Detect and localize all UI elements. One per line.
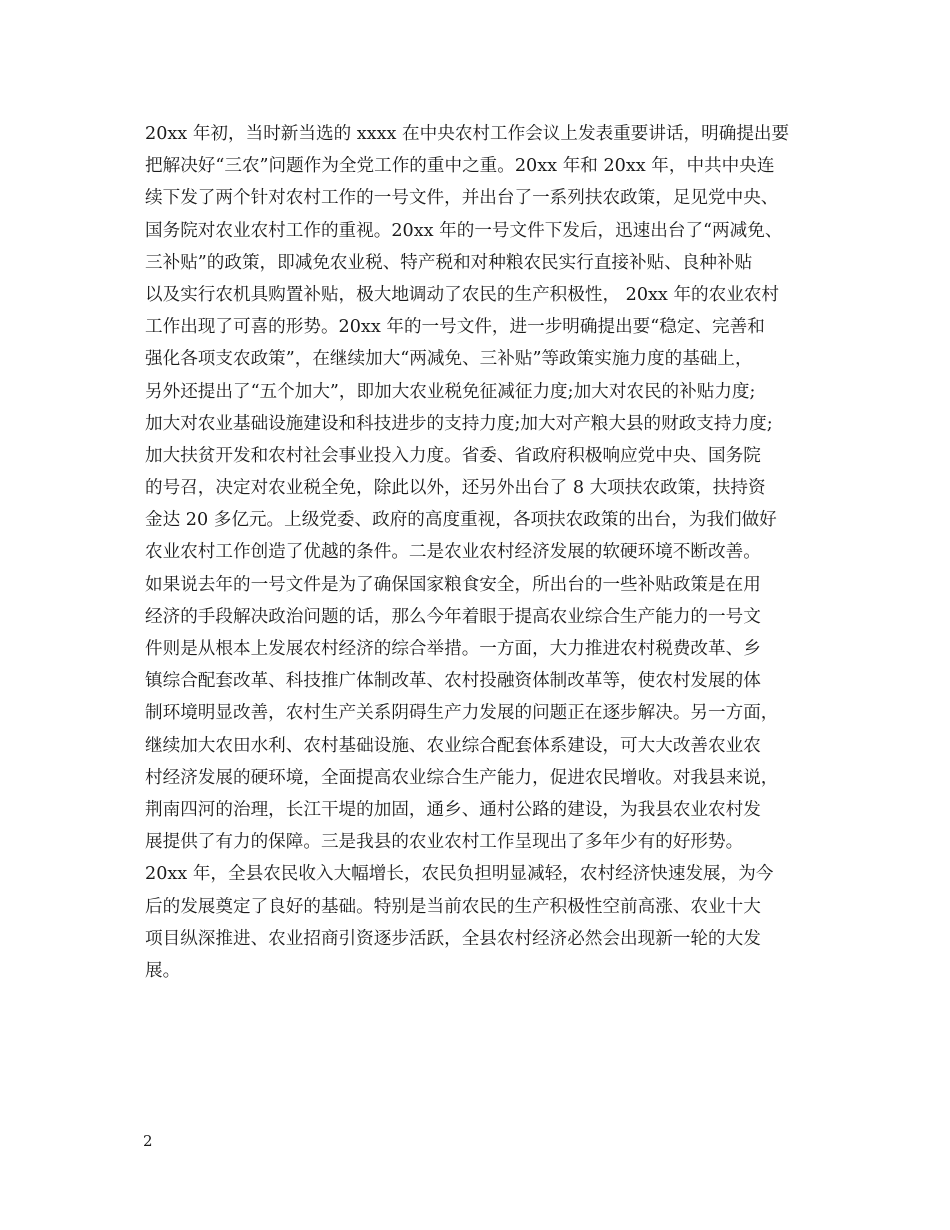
text-line: 三补贴”的政策，即减免农业税、特产税和对种粮农民实行直接补贴、良种补贴 xyxy=(145,252,753,273)
page-number: 2 xyxy=(143,1132,153,1150)
text-line: 经济的手段解决政治问题的话，那么今年着眼于提高农业综合生产能力的一号文 xyxy=(145,606,761,627)
text-line: 展。 xyxy=(145,960,181,981)
text-line: 如果说去年的一号文件是为了确保国家粮食安全，所出台的一些补贴政策是在用 xyxy=(145,574,761,595)
text-line: 把解决好“三农”问题作为全党工作的重中之重。20xx 年和 20xx 年，中共中央连 xyxy=(145,156,775,177)
text-line: 以及实行农机具购置补贴，极大地调动了农民的生产积极性， 20xx 年的农业农村 xyxy=(145,284,780,305)
text-line: 20xx 年初，当时新当选的 xxxx 在中央农村工作会议上发表重要讲话，明确提出要 xyxy=(145,124,790,144)
text-line: 加大扶贫开发和农村社会事业投入力度。省委、省政府积极响应党中央、国务院 xyxy=(145,445,761,466)
text-line: 后的发展奠定了良好的基础。特别是当前农民的生产积极性空前高涨、农业十大 xyxy=(145,896,761,917)
text-line: 荆南四河的治理，长江干堤的加固，通乡、通村公路的建设，为我县农业农村发 xyxy=(145,799,761,820)
text-line: 另外还提出了“五个加大”，即加大农业税免征减征力度;加大对农民的补贴力度; xyxy=(145,381,756,402)
text-line: 继续加大农田水利、农村基础设施、农业综合配套体系建设，可大大改善农业农 xyxy=(145,735,761,756)
body-text xyxy=(145,118,825,987)
text-line: 制环境明显改善，农村生产关系阴碍生产力发展的问题正在逐步解决。另一方面， xyxy=(145,703,779,724)
text-line: 续下发了两个针对农村工作的一号文件，并出台了一系列扶农政策，足见党中央、 xyxy=(145,188,779,209)
text-line: 农业农村工作创造了优越的条件。二是农业农村经济发展的软硬环境不断改善。 xyxy=(145,542,761,563)
text-line: 强化各项支农政策”，在继续加大“两减免、三补贴”等政策实施力度的基础上， xyxy=(145,349,753,370)
text-line: 的号召，决定对农业税全免，除此以外，还另外出台了 8 大项扶农政策，扶持资 xyxy=(145,478,766,499)
text-line: 国务院对农业农村工作的重视。20xx 年的一号文件下发后，迅速出台了“两减免、 xyxy=(145,220,783,241)
text-line: 项目纵深推进、农业招商引资逐步活跃，全县农村经济必然会出现新一轮的大发 xyxy=(145,928,761,949)
text-line: 镇综合配套改革、科技推广体制改革、农村投融资体制改革等，使农村发展的体 xyxy=(145,671,761,692)
text-line: 件则是从根本上发展农村经济的综合举措。一方面，大力推进农村税费改革、乡 xyxy=(145,639,761,659)
text-line: 金达 20 多亿元。上级党委、政府的高度重视，各项扶农政策的出台，为我们做好 xyxy=(145,510,777,531)
text-line: 村经济发展的硬环境，全面提高农业综合生产能力，促进农民增收。对我县来说， xyxy=(145,767,779,788)
text-line: 展提供了有力的保障。三是我县的农业农村工作呈现出了多年少有的好形势。 xyxy=(145,832,744,853)
text-line: 工作出现了可喜的形势。20xx 年的一号文件，进一步明确提出要“稳定、完善和 xyxy=(145,317,765,338)
text-line: 加大对农业基础设施建设和科技进步的支持力度;加大对产粮大县的财政支持力度; xyxy=(145,413,773,434)
text-line: 20xx 年，全县农民收入大幅增长，农民负担明显减轻，农村经济快速发展，为今 xyxy=(145,864,774,885)
